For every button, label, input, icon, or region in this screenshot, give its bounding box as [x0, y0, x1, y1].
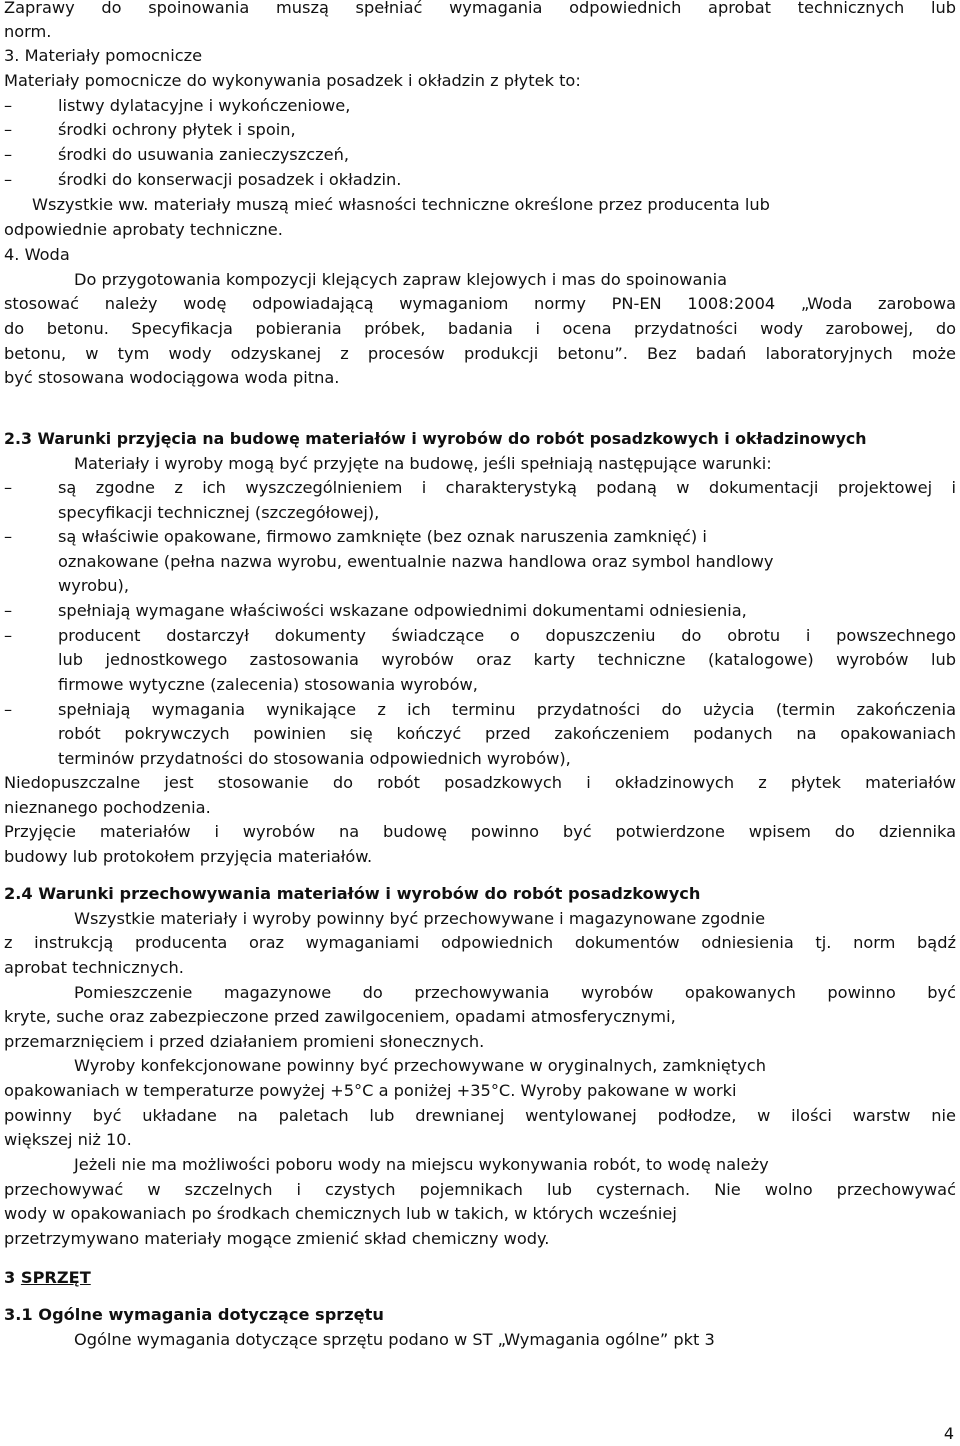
section-title-3-1: 3.1 Ogólne wymagania dotyczące sprzętu	[4, 1305, 384, 1324]
section-2-4-line: Jeżeli nie ma możliwości poboru wody na miejscu wykonywania robót, to wodę należy	[74, 1155, 769, 1174]
section-2-4-line: przemarznięciem i przed działaniem promieni słonecznych.	[4, 1032, 485, 1051]
dash-bullet: –	[4, 527, 13, 546]
intro-line: Zaprawy do spoinowania muszą spełniać wymagania odpowiednich aprobat technicznych lub	[4, 0, 956, 17]
intro-line: norm.	[4, 22, 52, 41]
page-number: 4	[943, 1424, 954, 1443]
section-title-2-3: 2.3 Warunki przyjęcia na budowę materiałów i wyrobów do robót posadzkowych i okładzinowych	[4, 429, 867, 448]
dash-bullet: –	[4, 700, 13, 719]
section-heading-3	[4, 1266, 91, 1290]
section-2-3-lead: Materiały i wyroby mogą być przyjęte na budowę, jeśli spełniają następujące warunki:	[74, 454, 772, 473]
dash-bullet: –	[4, 96, 13, 115]
section-2-4-line: przechowywać w szczelnych i czystych pojemnikach lub cysternach. Nie wolno przechowywać	[4, 1180, 956, 1199]
section-2-3-text: Niedopuszczalne jest stosowanie do robót posadzkowych i okładzinowych z płytek materiałów	[4, 773, 956, 792]
dash-bullet: –	[4, 170, 13, 189]
list-item: środki do usuwania zanieczyszczeń,	[58, 145, 349, 164]
section-title: SPRZĘT	[20, 1268, 91, 1287]
section-2-4-line: Wyroby konfekcjonowane powinny być przechowywane w oryginalnych, zamkniętych	[74, 1056, 766, 1075]
section-2-4-line: Pomieszczenie magazynowe do przechowywania wyrobów opakowanych powinno być	[74, 983, 956, 1002]
list-item: są właściwie opakowane, firmowo zamknięte (bez oznak naruszenia zamknięć) i	[58, 527, 707, 546]
list-item: spełniają wymagane właściwości wskazane odpowiednimi dokumentami odniesienia,	[58, 601, 747, 620]
section-number: 3	[4, 1268, 21, 1287]
list-item: lub jednostkowego zastosowania wyrobów oraz karty techniczne (katalogowe) wyrobów lub	[58, 650, 956, 669]
section-2-4-line: powinny być układane na paletach lub drewnianej wentylowanej podłodze, w ilości warstw nie	[4, 1106, 956, 1125]
list-item: środki do konserwacji posadzek i okładzin.	[58, 170, 402, 189]
list-item: specyfikacji technicznej (szczegółowej),	[58, 503, 380, 522]
section-title-2-4: 2.4 Warunki przechowywania materiałów i wyrobów do robót posadzkowych	[4, 884, 701, 903]
list-item: spełniają wymagania wynikające z ich terminu przydatności do użycia (termin zakończenia	[58, 700, 956, 719]
section-heading-materials: 3. Materiały pomocnicze	[4, 46, 203, 65]
section-2-4-line: Wszystkie materiały i wyroby powinny być przechowywane i magazynowane zgodnie	[74, 909, 766, 928]
section-2-3-text: budowy lub protokołem przyjęcia materiałów.	[4, 847, 373, 866]
water-paragraph-line: do betonu. Specyfikacja pobierania próbek, badania i ocena przydatności wody zarobowej, do	[4, 319, 956, 338]
materials-note: Wszystkie ww. materiały muszą mieć własności techniczne określone przez producenta lub	[32, 195, 770, 214]
dash-bullet: –	[4, 478, 13, 497]
list-item: są zgodne z ich wyszczególnieniem i charakterystyką podaną w dokumentacji projektowej i	[58, 478, 956, 497]
section-2-4-line: kryte, suche oraz zabezpieczone przed zawilgoceniem, opadami atmosferycznymi,	[4, 1007, 676, 1026]
list-item: robót pokrywczych powinien się kończyć przed zakończeniem podanych na opakowaniach	[58, 724, 956, 743]
section-2-4-line: aprobat technicznych.	[4, 958, 184, 977]
water-paragraph-line: stosować należy wodę odpowiadającą wymaganiom normy PN-EN 1008:2004 „Woda zarobowa	[4, 294, 956, 313]
section-2-4-line: wody w opakowaniach po środkach chemicznych lub w takich, w których wcześniej	[4, 1204, 677, 1223]
dash-bullet: –	[4, 145, 13, 164]
list-item: wyrobu),	[58, 576, 130, 595]
section-2-4-line: opakowaniach w temperaturze powyżej +5°C a poniżej +35°C. Wyroby pakowane w worki	[4, 1081, 737, 1100]
dash-bullet: –	[4, 601, 13, 620]
water-paragraph-line: betonu, w tym wody odzyskanej z procesów produkcji betonu”. Bez badań laboratoryjnych może	[4, 344, 956, 363]
list-item: terminów przydatności do stosowania odpowiednich wyrobów),	[58, 749, 571, 768]
section-2-3-text: nieznanego pochodzenia.	[4, 798, 211, 817]
section-2-4-line: przetrzymywano materiały mogące zmienić skład chemiczny wody.	[4, 1229, 550, 1248]
materials-lead: Materiały pomocnicze do wykonywania posadzek i okładzin z płytek to:	[4, 71, 581, 90]
list-item: środki ochrony płytek i spoin,	[58, 120, 296, 139]
water-paragraph-line: Do przygotowania kompozycji klejących zapraw klejowych i mas do spoinowania	[74, 270, 728, 289]
list-item: oznakowane (pełna nazwa wyrobu, ewentualnie nazwa handlowa oraz symbol handlowy	[58, 552, 774, 571]
list-item: firmowe wytyczne (zalecenia) stosowania wyrobów,	[58, 675, 478, 694]
dash-bullet: –	[4, 626, 13, 645]
section-2-4-line: z instrukcją producenta oraz wymaganiami odpowiednich dokumentów odniesienia tj. norm bądź	[4, 933, 956, 952]
dash-bullet: –	[4, 120, 13, 139]
water-paragraph-line: być stosowana wodociągowa woda pitna.	[4, 368, 340, 387]
list-item: producent dostarczył dokumenty świadczące o dopuszczeniu do obrotu i powszechnego	[58, 626, 956, 645]
materials-note: odpowiednie aprobaty techniczne.	[4, 220, 283, 239]
section-2-3-text: Przyjęcie materiałów i wyrobów na budowę powinno być potwierdzone wpisem do dziennika	[4, 822, 956, 841]
list-item: listwy dylatacyjne i wykończeniowe,	[58, 96, 351, 115]
section-3-1-text: Ogólne wymagania dotyczące sprzętu podano w ST „Wymagania ogólne” pkt 3	[74, 1330, 715, 1349]
section-heading-water: 4. Woda	[4, 245, 70, 264]
section-2-4-line: większej niż 10.	[4, 1130, 132, 1149]
